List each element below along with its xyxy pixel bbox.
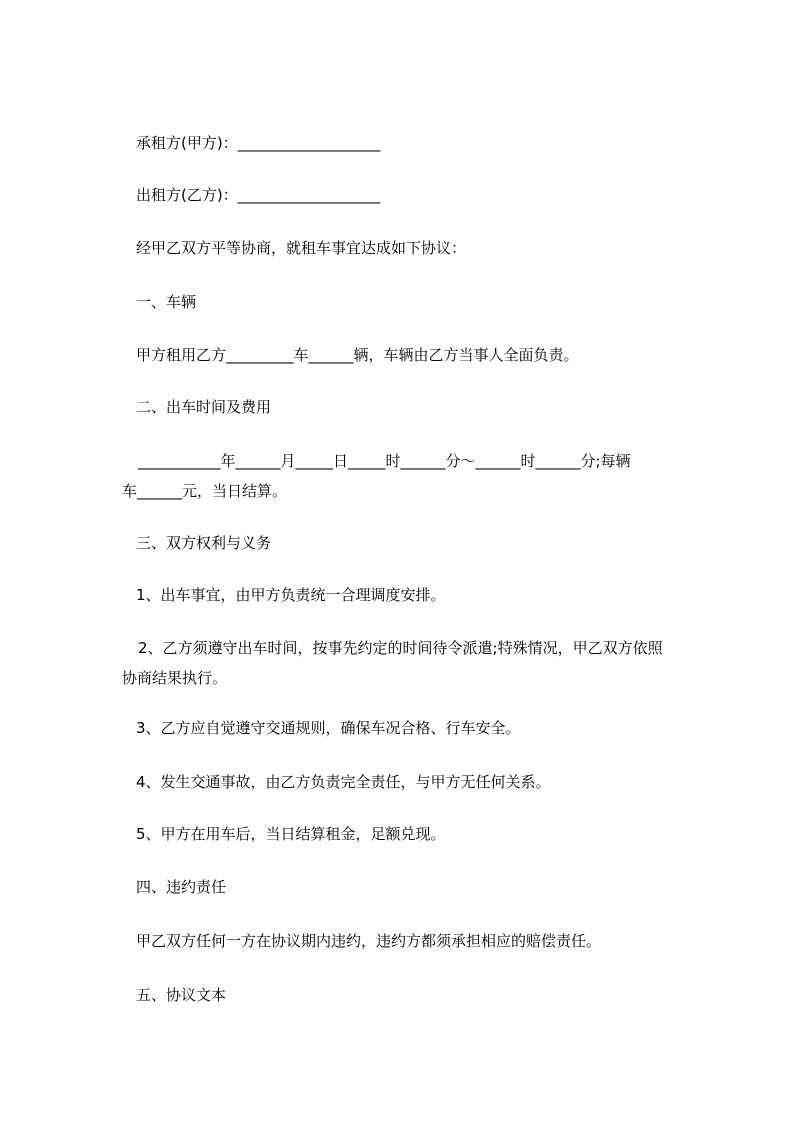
section1-text: 甲方租用乙方_________车______辆，车辆由乙方当事人全面负责。 [136, 346, 579, 364]
section3-heading: 三、双方权利与义务 [136, 534, 272, 552]
item-4: 4、发生交通事故，由乙方负责完全责任，与甲方无任何关系。 [136, 773, 551, 791]
section5-heading: 五、协议文本 [136, 986, 227, 1004]
section2-heading: 二、出车时间及费用 [136, 398, 272, 416]
item-3: 3、乙方应自觉遵守交通规则，确保车况合格、行车安全。 [136, 719, 521, 737]
item-2-line1: 2、乙方须遵守出车时间，按事先约定的时间待令派遣;特殊情况，甲乙双方依照 [138, 639, 663, 657]
section2-line2: 车______元，当日结算。 [122, 482, 288, 500]
section1-heading: 一、车辆 [136, 293, 197, 311]
section2-line1: ___________年______月_____日_____时______分～______时______分;每辆 [138, 452, 631, 470]
item-2-line2: 协商结果执行。 [122, 669, 228, 687]
intro-text: 经甲乙双方平等协商，就租车事宜达成如下协议： [136, 239, 467, 257]
section4-heading: 四、违约责任 [136, 878, 227, 896]
item-5: 5、甲方在用车后，当日结算租金，足额兑现。 [136, 825, 446, 843]
section4-text: 甲乙双方任何一方在协议期内违约，违约方都须承担相应的赔偿责任。 [136, 932, 602, 950]
party-b-line: 出租方(乙方)：___________________ [136, 186, 381, 204]
item-1: 1、出车事宜，由甲方负责统一合理调度安排。 [136, 586, 446, 604]
party-a-line: 承租方(甲方)：___________________ [136, 134, 381, 152]
